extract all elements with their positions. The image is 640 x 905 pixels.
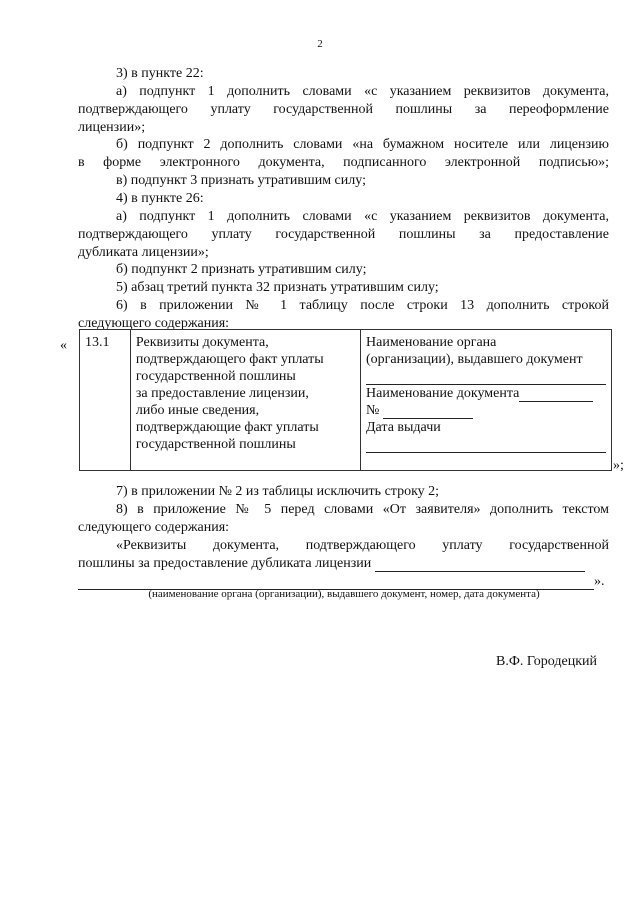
paragraph-item-6-line2: следующего содержания: — [78, 316, 230, 331]
paragraph-item-3: 3) в пункте 22: — [116, 66, 204, 81]
quoted-text-line2-text: пошлины за предоставление дубликата лицензии — [78, 556, 372, 571]
description-line: за предоставление лицензии, — [135, 386, 309, 401]
paragraph-item-6-line1: 6) в приложении № 1 таблицу после строки 13 дополнить строкой — [116, 298, 609, 313]
underline — [366, 442, 606, 453]
paragraph-item-7: 7) в приложении № 2 из таблицы исключить строку 2; — [116, 484, 440, 499]
underline — [519, 387, 593, 402]
blank-line-organ — [366, 368, 606, 385]
description-line: подтверждающего факт уплаты — [135, 352, 324, 367]
paragraph-4a-line2: подтверждающего уплату государственной пошлины за предоставление — [78, 227, 609, 242]
field-label-date: Дата выдачи — [366, 420, 441, 435]
field-label-number: № — [366, 403, 380, 418]
signature: В.Ф. Городецкий — [496, 654, 597, 669]
closing-quote-period: ». — [594, 574, 605, 589]
paragraph-4b: б) подпункт 2 признать утратившим силу; — [116, 262, 367, 277]
description-line: подтверждающие факт уплаты — [135, 420, 319, 435]
quoted-text-line2 — [78, 556, 585, 572]
paragraph-4a-line3: дубликата лицензии»; — [78, 245, 209, 260]
underline — [366, 370, 606, 385]
field-document-number — [366, 402, 606, 419]
open-quote: « — [60, 338, 67, 353]
paragraph-3b-line2: в форме электронного документа, подписанного электронной подписью»; — [78, 155, 609, 170]
paragraph-item-8-line1: 8) в приложение № 5 перед словами «От заявителя» дополнить текстом — [116, 502, 609, 517]
field-label-document: Наименование документа — [366, 386, 520, 401]
inserted-table-row — [79, 329, 612, 471]
underline-caption: (наименование органа (организации), выдавшего документ, номер, дата документа) — [148, 588, 540, 600]
paragraph-item-5: 5) абзац третий пункта 32 признать утратившим силу; — [116, 280, 439, 295]
field-label-organ: Наименование органа — [366, 335, 497, 350]
paragraph-3c: в) подпункт 3 признать утратившим силу; — [116, 173, 366, 188]
paragraph-item-4: 4) в пункте 26: — [116, 191, 204, 206]
paragraph-3a-line2: подтверждающего уплату государственной пошлины за переоформление — [78, 102, 609, 117]
description-line: либо иные сведения, — [135, 403, 260, 418]
close-quote: »; — [613, 458, 624, 473]
paragraph-4a-line1: а) подпункт 1 дополнить словами «с указанием реквизитов документа, — [116, 209, 609, 224]
description-line: государственной пошлины — [135, 437, 296, 452]
page-number: 2 — [317, 38, 323, 50]
paragraph-3b-line1: б) подпункт 2 дополнить словами «на бумажном носителе или лицензию — [116, 137, 609, 152]
description-line: Реквизиты документа, — [135, 335, 269, 350]
paragraph-3a-line1: а) подпункт 1 дополнить словами «с указанием реквизитов документа, — [116, 84, 609, 99]
underline — [383, 404, 473, 419]
field-document-name — [366, 385, 606, 402]
table-cell-description — [130, 330, 360, 471]
quoted-text-line1: «Реквизиты документа, подтверждающего уплату государственной — [116, 538, 609, 553]
description-line: государственной пошлины — [135, 369, 296, 384]
underline — [375, 557, 585, 572]
blank-line-date — [366, 436, 606, 453]
field-label-organ-cont: (организации), выдавшего документ — [366, 352, 583, 367]
paragraph-item-8-line2: следующего содержания: — [78, 520, 230, 535]
paragraph-3a-line3: лицензии»; — [78, 120, 146, 135]
table-cell-number: 13.1 — [80, 330, 131, 471]
table-cell-fields — [361, 330, 612, 471]
